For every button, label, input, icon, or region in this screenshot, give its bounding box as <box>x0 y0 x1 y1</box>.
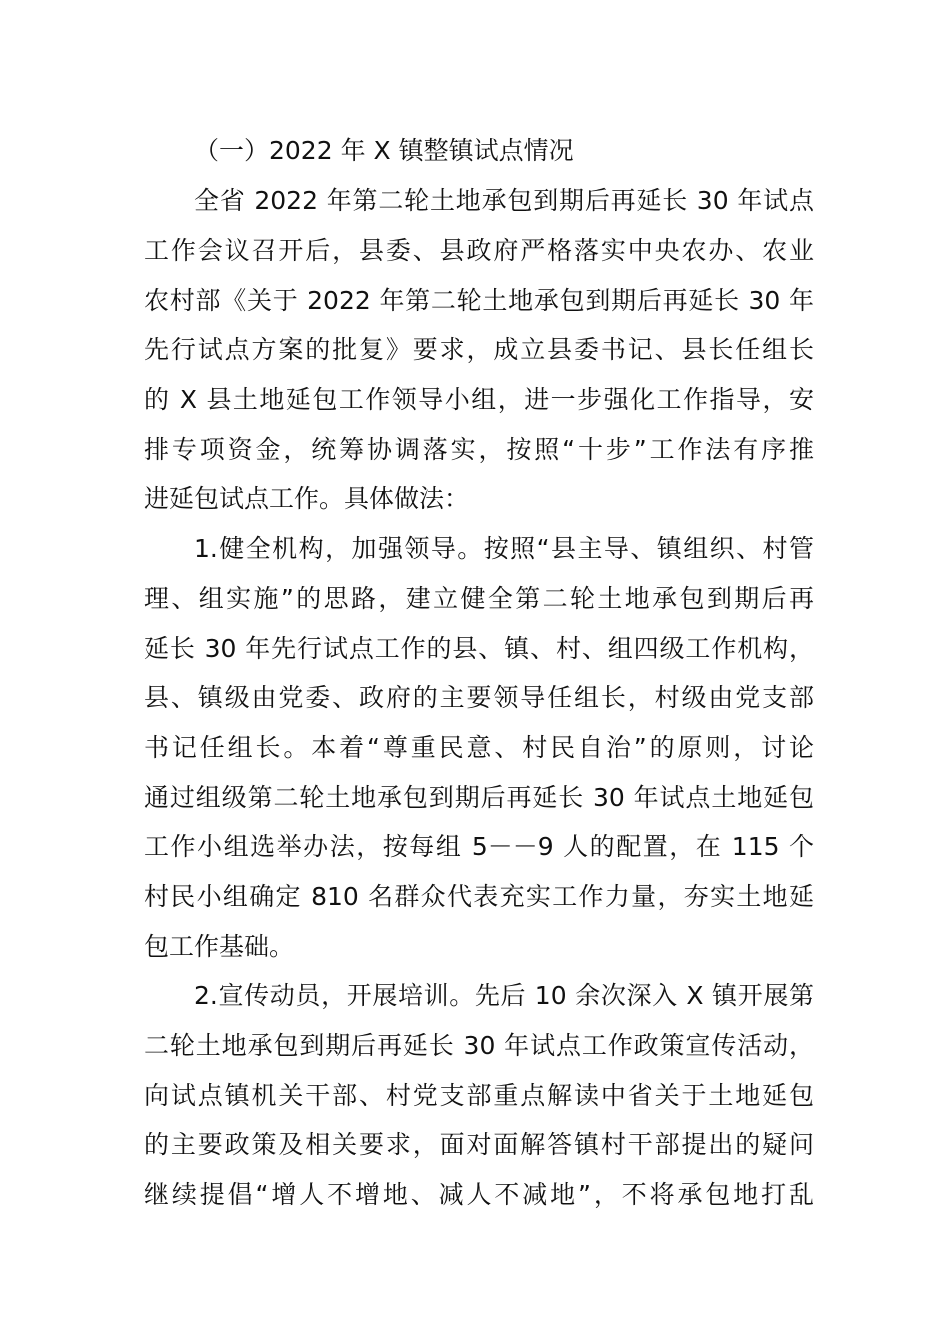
paragraph-line-9: 理、组实施”的思路，建立健全第二轮土地承包到期后再 <box>144 584 814 613</box>
paragraph-line-11: 县、镇级由党委、政府的主要领导任组长，村级由党支部 <box>144 683 814 712</box>
paragraph-line-6: 排专项资金，统筹协调落实，按照“十步”工作法有序推 <box>144 435 814 464</box>
paragraph-line-1: 全省 2022 年第二轮土地承包到期后再延长 30 年试点 <box>194 186 814 215</box>
section-heading: （一）2022 年 X 镇整镇试点情况 <box>194 136 574 165</box>
paragraph-line-3: 农村部《关于 2022 年第二轮土地承包到期后再延长 30 年 <box>144 286 814 315</box>
paragraph-line-18: 二轮土地承包到期后再延长 30 年试点工作政策宣传活动， <box>144 1031 814 1060</box>
paragraph-line-21: 继续提倡“增人不增地、减人不减地”，不将承包地打乱 <box>144 1180 814 1209</box>
paragraph-line-15: 村民小组确定 810 名群众代表充实工作力量，夯实土地延 <box>144 882 814 911</box>
paragraph-line-12: 书记任组长。本着“尊重民意、村民自治”的原则，讨论 <box>144 733 814 762</box>
paragraph-line-5: 的 X 县土地延包工作领导小组，进一步强化工作指导，安 <box>144 385 814 414</box>
paragraph-line-17: 2.宣传动员，开展培训。先后 10 余次深入 X 镇开展第 <box>194 981 814 1010</box>
paragraph-line-10: 延长 30 年先行试点工作的县、镇、村、组四级工作机构， <box>144 634 814 663</box>
paragraph-line-14: 工作小组选举办法，按每组 5－－9 人的配置，在 115 个 <box>144 832 814 861</box>
paragraph-line-7: 进延包试点工作。具体做法： <box>144 484 470 513</box>
paragraph-line-8: 1.健全机构，加强领导。按照“县主导、镇组织、村管 <box>194 534 814 563</box>
paragraph-line-16: 包工作基础。 <box>144 932 295 961</box>
paragraph-line-4: 先行试点方案的批复》要求，成立县委书记、县长任组长 <box>144 335 814 364</box>
paragraph-line-20: 的主要政策及相关要求，面对面解答镇村干部提出的疑问 <box>144 1130 814 1159</box>
paragraph-line-19: 向试点镇机关干部、村党支部重点解读中省关于土地延包 <box>144 1081 814 1110</box>
paragraph-line-13: 通过组级第二轮土地承包到期后再延长 30 年试点土地延包 <box>144 783 814 812</box>
paragraph-line-2: 工作会议召开后，县委、县政府严格落实中央农办、农业 <box>144 236 814 265</box>
